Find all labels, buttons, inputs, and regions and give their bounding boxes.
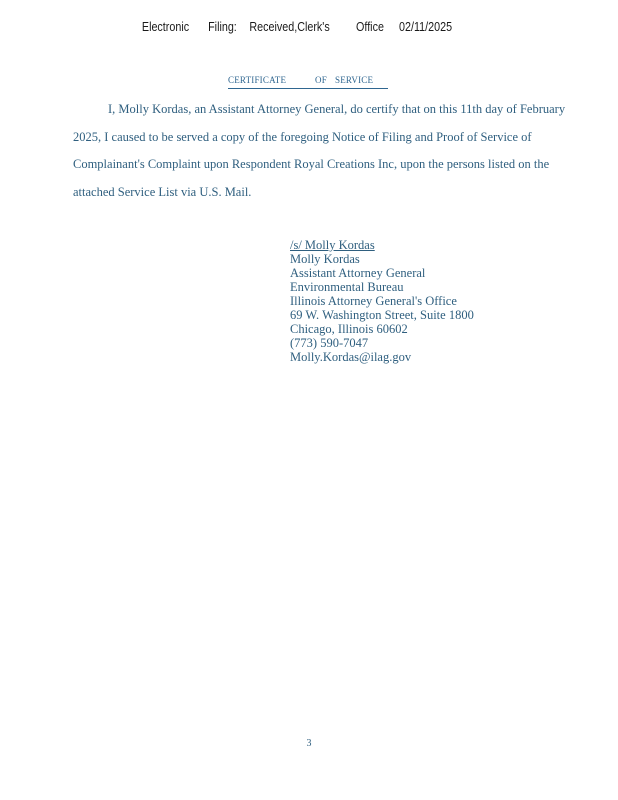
signer-office: Illinois Attorney General's Office: [290, 294, 457, 308]
body-line: attached Service List via U.S. Mail.: [73, 184, 252, 199]
signer-email: Molly.Kordas@ilag.gov: [290, 350, 412, 364]
electronic-filing-header: [0, 20, 531, 38]
page-number: 3: [306, 738, 312, 749]
header-electronic: Electronic: [141, 20, 190, 34]
title-certificate: CERTIFICATE: [228, 75, 287, 85]
signer-street: 69 W. Washington Street, Suite 1800: [290, 308, 474, 322]
body-line: Complainant's Complaint upon Respondent Royal Creations Inc, upon the persons listed on the: [73, 157, 550, 171]
signer-city: Chicago, Illinois 60602: [290, 322, 408, 336]
electronic-signature: /s/ Molly Kordas: [290, 238, 375, 252]
header-office: Office: [356, 20, 384, 34]
header-date: 02/11/2025: [399, 20, 453, 34]
title-service: SERVICE: [335, 75, 374, 85]
signer-title: Assistant Attorney General: [290, 266, 426, 280]
header-received-clerks: Received,Clerk's: [249, 20, 330, 34]
signer-name: Molly Kordas: [290, 252, 360, 266]
signer-bureau: Environmental Bureau: [290, 280, 404, 294]
title-of: OF: [315, 75, 327, 85]
header-filing: Filing:: [208, 20, 237, 34]
body-line: I, Molly Kordas, an Assistant Attorney General, do certify that on this 11th day of February: [108, 102, 566, 116]
certificate-of-service-title: [228, 74, 388, 89]
body-line: 2025, I caused to be served a copy of the foregoing Notice of Filing and Proof of Service of: [73, 129, 532, 144]
certificate-body: [73, 96, 566, 206]
signature-block: [290, 238, 474, 364]
signer-phone: (773) 590-7047: [290, 336, 369, 350]
